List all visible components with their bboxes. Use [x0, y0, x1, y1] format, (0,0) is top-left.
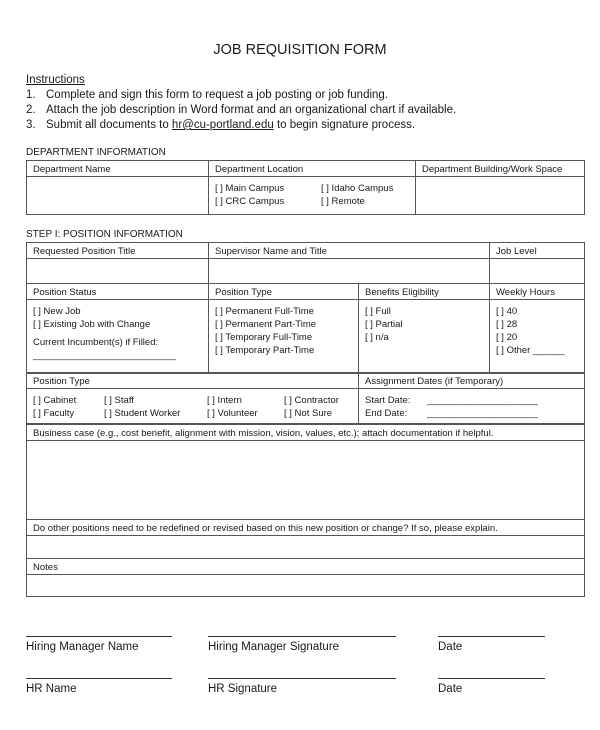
date-line[interactable]: [438, 636, 545, 637]
faculty-checkbox[interactable]: [ ] Faculty: [33, 408, 75, 419]
job-level-header: Job Level: [490, 243, 585, 259]
position-type2-options: [27, 389, 359, 424]
hours-40-checkbox[interactable]: [ ] 40: [496, 306, 518, 317]
instruction-item: [26, 104, 457, 116]
instruction-text-post: to begin signature process.: [273, 119, 416, 131]
position-status-options: [27, 300, 209, 374]
position-type-options: [209, 300, 359, 374]
weekly-hours-header: Weekly Hours: [490, 284, 585, 300]
department-building-header: Department Building/Work Space: [416, 161, 585, 177]
cabinet-checkbox[interactable]: [ ] Cabinet: [33, 395, 77, 406]
volunteer-checkbox[interactable]: [ ] Volunteer: [207, 408, 258, 419]
hiring-manager-name-line[interactable]: [26, 636, 172, 637]
instruction-number: 3.: [26, 119, 36, 131]
start-date-label: Start Date:: [365, 395, 411, 406]
position-type2-header: Position Type: [27, 373, 359, 389]
instruction-text-pre: Submit all documents to: [46, 119, 172, 131]
hr-name-label: HR Name: [26, 683, 77, 695]
new-job-checkbox[interactable]: [ ] New Job: [33, 306, 81, 317]
requested-position-title-field[interactable]: [27, 259, 209, 284]
temporary-full-time-checkbox[interactable]: [ ] Temporary Full-Time: [215, 332, 313, 343]
date-label: Date: [438, 641, 463, 653]
narrative-table: [26, 424, 585, 597]
hours-28-checkbox[interactable]: [ ] 28: [496, 319, 518, 330]
hr-date-line[interactable]: [438, 678, 545, 679]
business-case-label: Business case (e.g., cost benefit, alignment with mission, vision, values, etc.); attach documentation if helpful.: [27, 425, 585, 441]
hr-signature-line[interactable]: [208, 678, 396, 679]
hr-date-label: Date: [438, 683, 463, 695]
start-date-field[interactable]: _____________________: [427, 395, 538, 406]
hr-signature-label: HR Signature: [208, 683, 278, 695]
instructions-heading: Instructions: [26, 74, 85, 86]
supervisor-field[interactable]: [209, 259, 490, 284]
hiring-manager-signature-label: Hiring Manager Signature: [208, 641, 340, 653]
other-positions-field[interactable]: [27, 536, 585, 559]
department-name-field[interactable]: [27, 177, 209, 215]
business-case-field[interactable]: [27, 441, 585, 520]
assignment-dates-fields: [359, 389, 585, 424]
position-status-header: Position Status: [27, 284, 209, 300]
form-title: JOB REQUISITION FORM: [213, 42, 387, 58]
hiring-manager-name-label: Hiring Manager Name: [26, 641, 139, 653]
not-sure-checkbox[interactable]: [ ] Not Sure: [284, 408, 333, 419]
job-level-field[interactable]: [490, 259, 585, 284]
department-name-header: Department Name: [27, 161, 209, 177]
permanent-part-time-checkbox[interactable]: [ ] Permanent Part-Time: [215, 319, 317, 330]
instruction-item: [26, 89, 389, 101]
position-info-table: [26, 242, 585, 374]
position-type2-table: [26, 372, 585, 424]
benefits-options: [359, 300, 490, 374]
hours-20-checkbox[interactable]: [ ] 20: [496, 332, 518, 343]
staff-checkbox[interactable]: [ ] Staff: [104, 395, 134, 406]
notes-field[interactable]: [27, 575, 585, 597]
end-date-label: End Date:: [365, 408, 408, 419]
temporary-part-time-checkbox[interactable]: [ ] Temporary Part-Time: [215, 345, 315, 356]
hr-email-link[interactable]: hr@cu-portland.edu: [171, 119, 274, 131]
department-section-heading: DEPARTMENT INFORMATION: [26, 147, 166, 158]
partial-benefits-checkbox[interactable]: [ ] Partial: [365, 319, 403, 330]
idaho-campus-checkbox[interactable]: [ ] Idaho Campus: [321, 183, 394, 194]
other-positions-label: Do other positions need to be redefined or revised based on this new position or change? If so, please explain.: [27, 520, 585, 536]
permanent-full-time-checkbox[interactable]: [ ] Permanent Full-Time: [215, 306, 314, 317]
intern-checkbox[interactable]: [ ] Intern: [207, 395, 242, 406]
department-location-header: Department Location: [209, 161, 416, 177]
hr-name-line[interactable]: [26, 678, 172, 679]
instruction-text: Complete and sign this form to request a job posting or job funding.: [46, 89, 389, 101]
instruction-text: Attach the job description in Word format and an organizational chart if available.: [46, 104, 457, 116]
crc-campus-checkbox[interactable]: [ ] CRC Campus: [215, 196, 285, 207]
assignment-dates-header: Assignment Dates (if Temporary): [359, 373, 585, 389]
contractor-checkbox[interactable]: [ ] Contractor: [284, 395, 339, 406]
end-date-field[interactable]: _____________________: [427, 408, 538, 419]
notes-label: Notes: [27, 559, 585, 575]
requested-position-title-header: Requested Position Title: [27, 243, 209, 259]
na-benefits-checkbox[interactable]: [ ] n/a: [365, 332, 389, 343]
step1-section-heading: STEP I: POSITION INFORMATION: [26, 229, 183, 240]
hiring-manager-signature-line[interactable]: [208, 636, 396, 637]
supervisor-header: Supervisor Name and Title: [209, 243, 490, 259]
current-incumbent-field[interactable]: ___________________________: [33, 350, 176, 361]
position-type-header: Position Type: [209, 284, 359, 300]
department-location-options: [209, 177, 416, 215]
instruction-item: [26, 119, 416, 131]
existing-job-checkbox[interactable]: [ ] Existing Job with Change: [33, 319, 151, 330]
instruction-number: 2.: [26, 104, 36, 116]
full-benefits-checkbox[interactable]: [ ] Full: [365, 306, 391, 317]
instruction-text: [46, 119, 415, 131]
main-campus-checkbox[interactable]: [ ] Main Campus: [215, 183, 285, 194]
department-building-field[interactable]: [416, 177, 585, 215]
remote-checkbox[interactable]: [ ] Remote: [321, 196, 365, 207]
instruction-number: 1.: [26, 89, 36, 101]
hours-other-checkbox[interactable]: [ ] Other ______: [496, 345, 565, 356]
weekly-hours-options: [490, 300, 585, 374]
current-incumbent-label: Current Incumbent(s) if Filled:: [33, 337, 159, 348]
department-table: [26, 160, 585, 215]
student-worker-checkbox[interactable]: [ ] Student Worker: [104, 408, 181, 419]
benefits-eligibility-header: Benefits Eligibility: [359, 284, 490, 300]
